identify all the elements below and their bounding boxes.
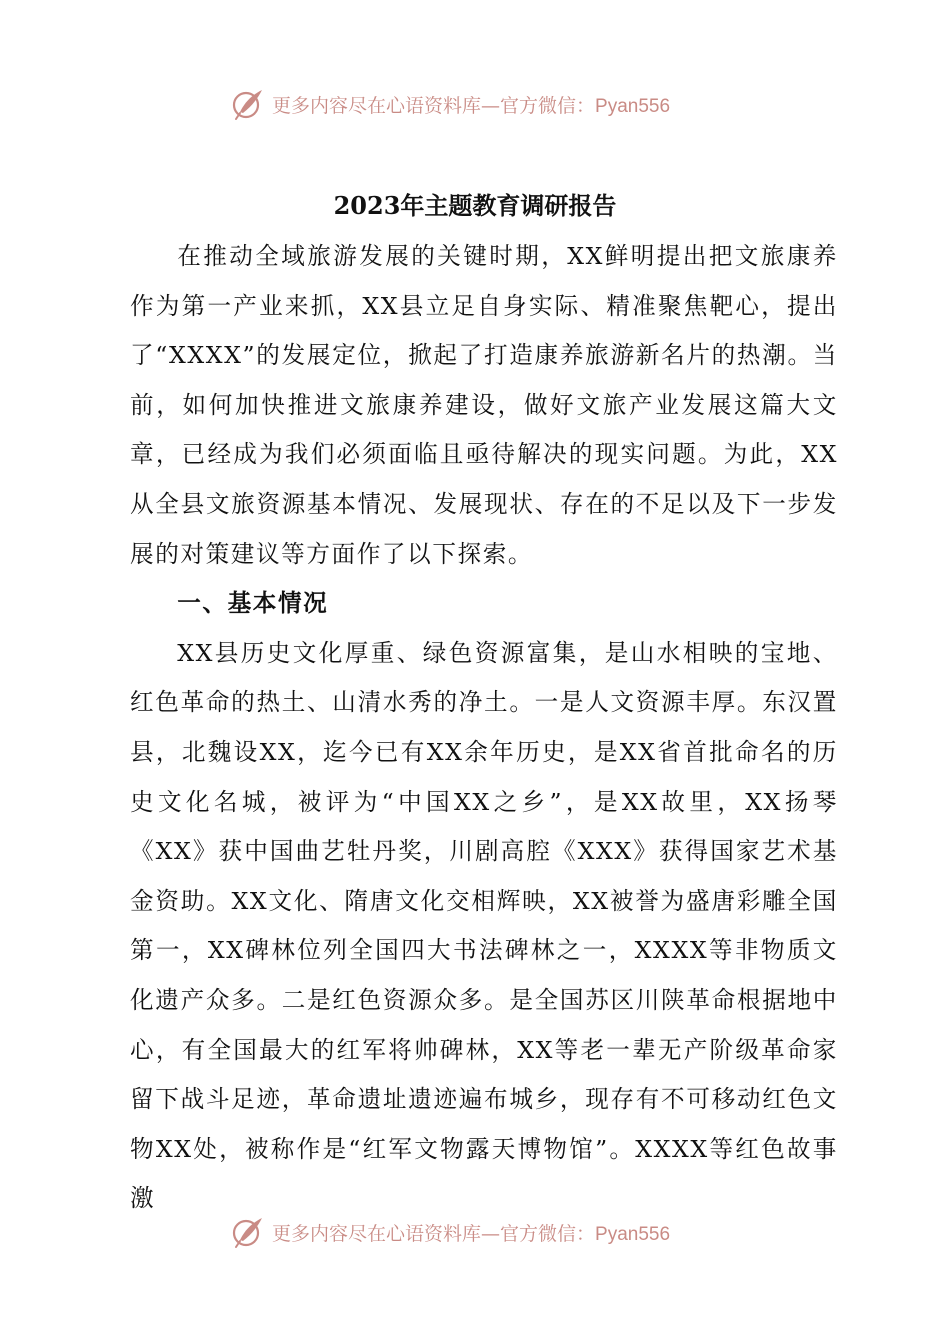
watermark-text: 更多内容尽在心语资料库—官方微信：Pyan556: [272, 1222, 671, 1245]
document-title: 2023年主题教育调研报告: [333, 191, 617, 220]
watermark-header: [230, 84, 670, 124]
section-paragraph-basic-situation: XX县历史文化厚重、绿色资源富集，是山水相映的宝地、红色革命的热土、山清水秀的净土。一是人文资源丰厚。东汉置县，北魏设XX，迄今已有XX余年历史，是XX省首批命名的历史文化名城，被评为“中国XX之乡”，是XX故里，XX扬琴《XX》获中国曲艺牡丹奖，川剧高腔《XXX》获得国家艺术基金资助。XX文化、隋唐文化交相辉映，XX被誉为盛唐彩雕全国第一，XX碑林位列全国四大书法碑林之一，XXXX等非物质文化遗产众多。二是红色资源众多。是全国苏区川陕革命根据地中心，有全国最大的红军将帅碑林，XX等老一辈无产阶级革命家留下战斗足迹，革命遗址遗迹遍布城乡，现存有不可移动红色文物XX处，被称作是“红军文物露天博物馆”。XXXX等红色故事激: [130, 638, 838, 1213]
wechat-id: Pyan556: [595, 95, 671, 117]
watermark-text: 更多内容尽在心语资料库—官方微信：Pyan556: [272, 94, 671, 117]
quill-pen-logo-icon: [230, 86, 266, 122]
section-heading-basic-situation: 一、基本情况: [177, 589, 329, 618]
wechat-id: Pyan556: [595, 1223, 671, 1245]
intro-paragraph: 在推动全域旅游发展的关键时期，XX鲜明提出把文旅康养作为第一产业来抓，XX县立足自身实际、精准聚焦靶心，提出了“XXXX”的发展定位，掀起了打造康养旅游新名片的热潮。当前，如何加快推进文旅康养建设，做好文旅产业发展这篇大文章，已经成为我们必须面临且亟待解决的现实问题。为此，XX从全县文旅资源基本情况、发展现状、存在的不足以及下一步发展的对策建议等方面作了以下探索。: [130, 242, 838, 568]
document-body: [130, 232, 838, 1224]
quill-pen-logo-icon: [230, 1214, 266, 1250]
watermark-footer: [230, 1212, 670, 1252]
